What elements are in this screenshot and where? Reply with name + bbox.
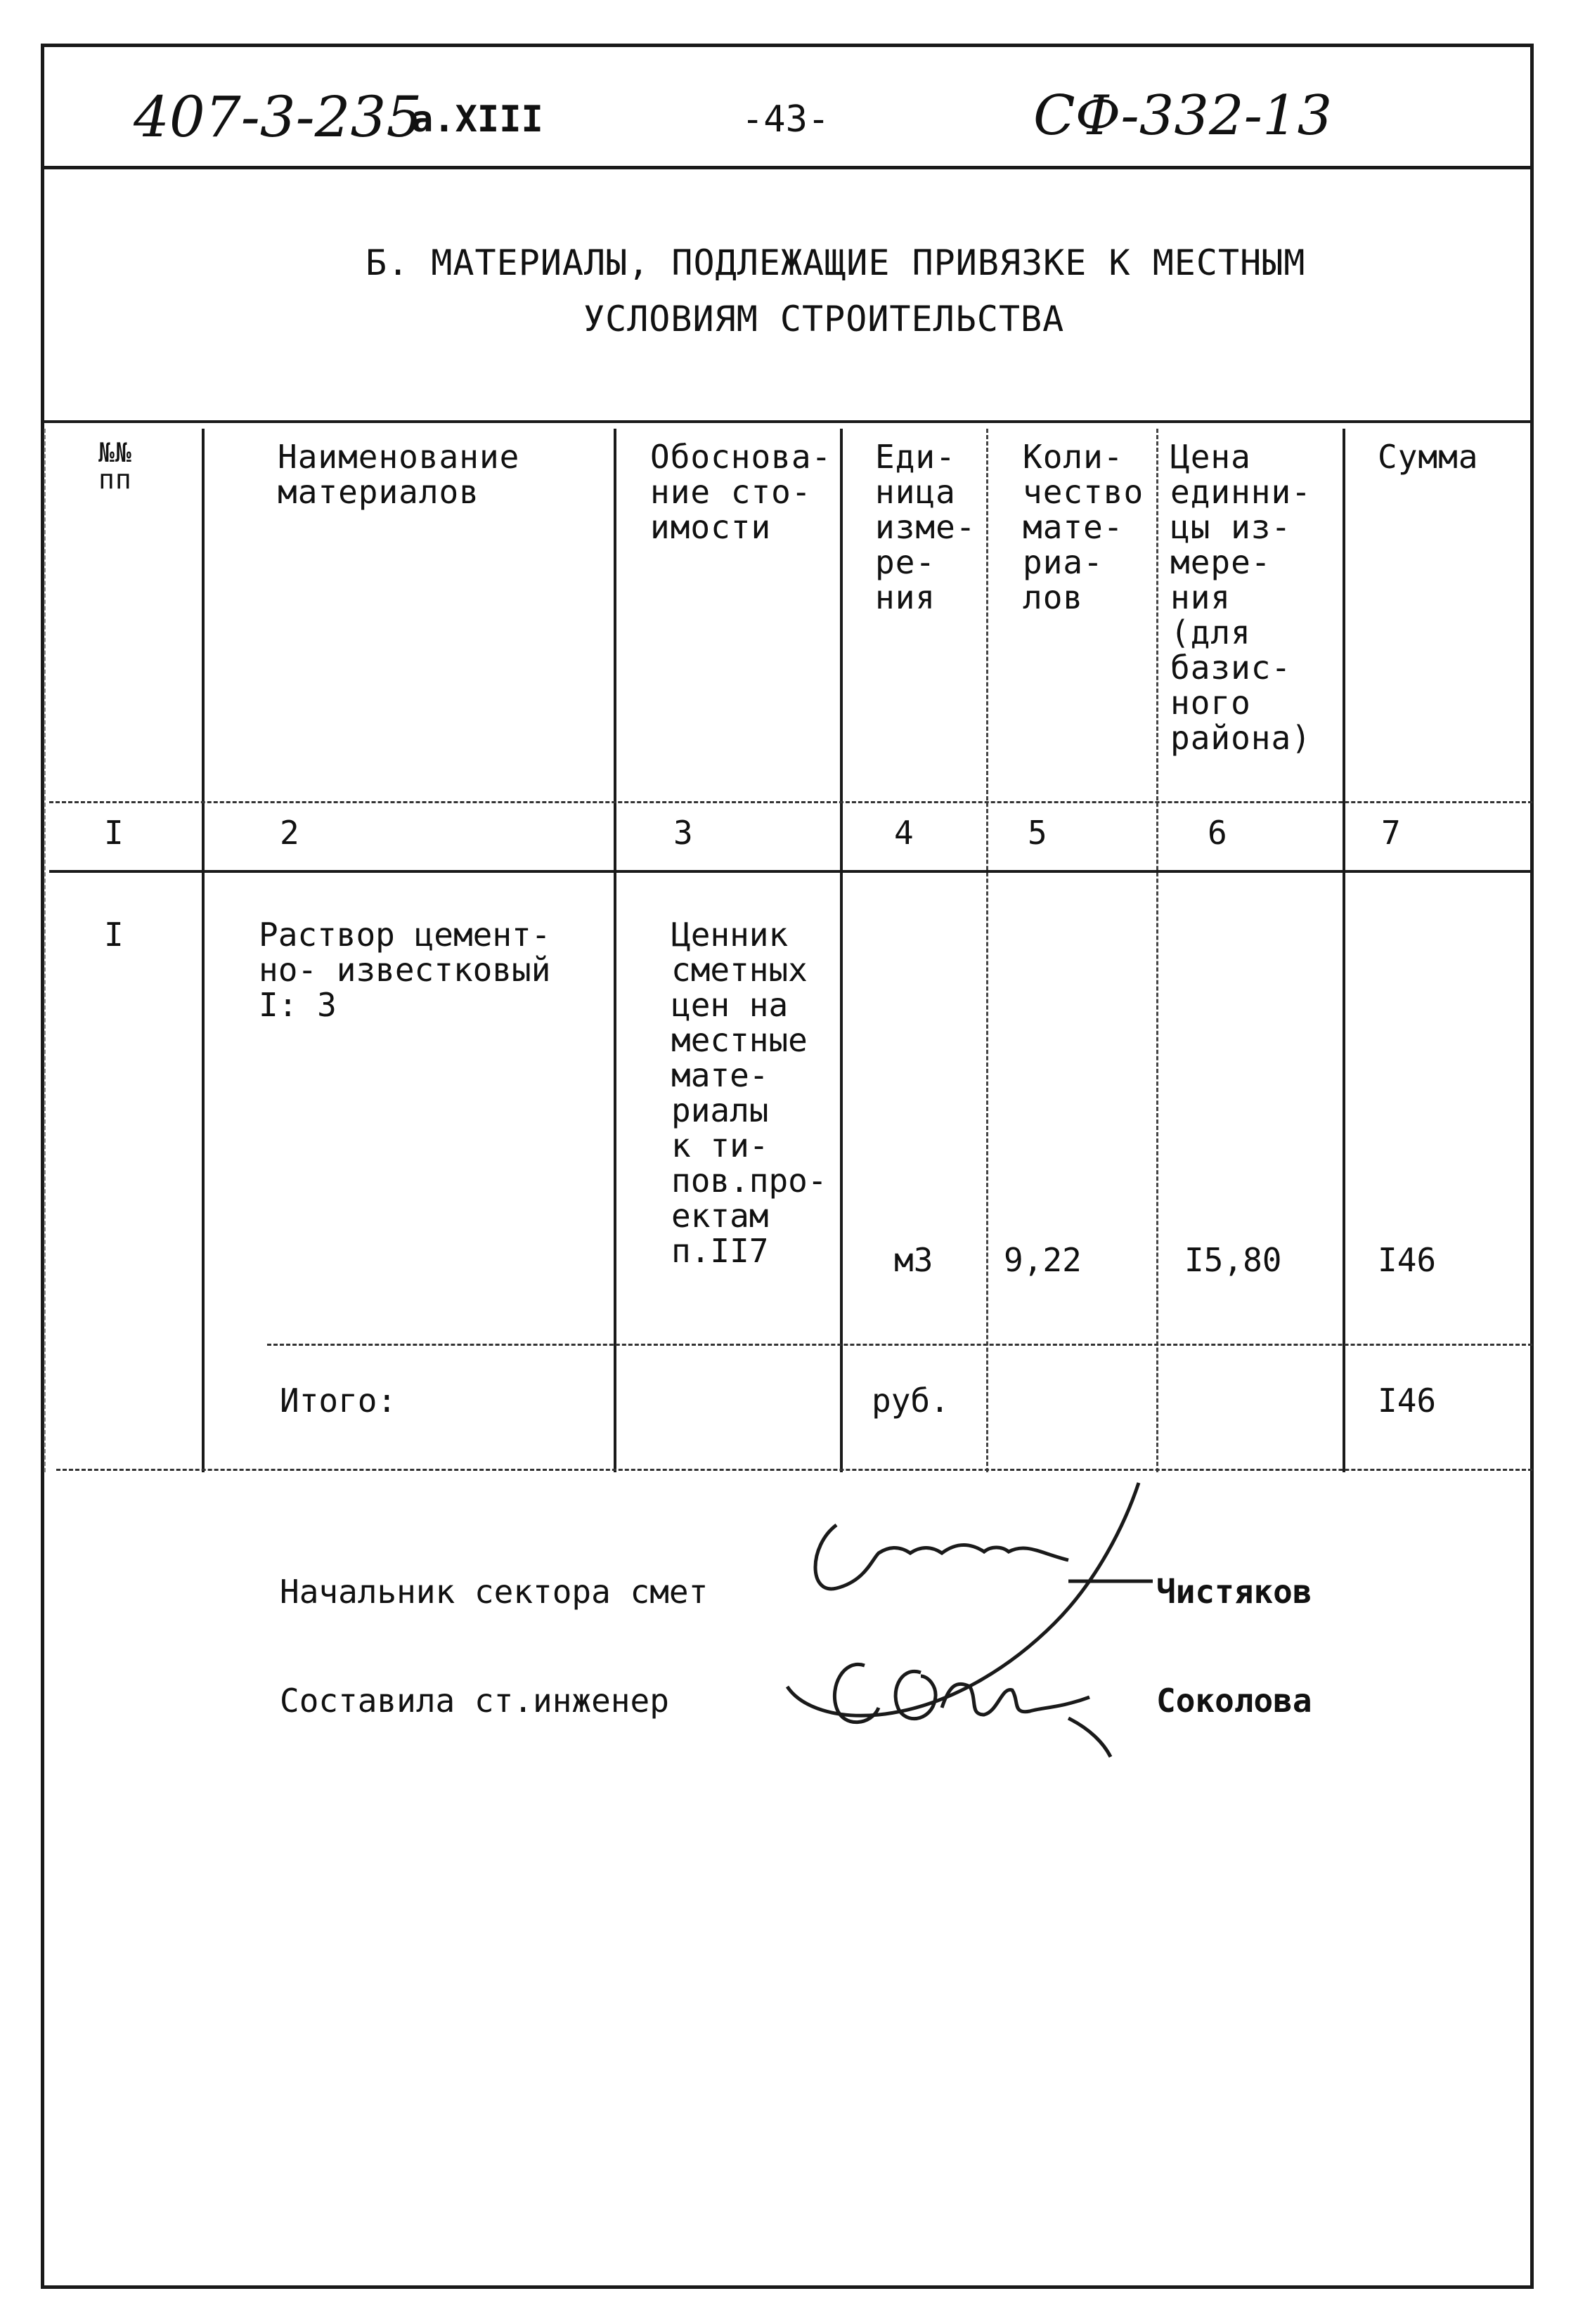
total-unit: руб. xyxy=(872,1382,950,1420)
col-number-top-line xyxy=(49,801,1532,803)
col-divider-1 xyxy=(202,429,205,1472)
signature-role-1: Начальник сектора смет xyxy=(280,1573,709,1611)
col-number-7: 7 xyxy=(1381,814,1401,852)
col-divider-6 xyxy=(1343,429,1345,1472)
handwritten-signatures xyxy=(759,1476,1181,1785)
row-1-price: I5,80 xyxy=(1184,1241,1282,1279)
col-header-qty: Коли- чество мате- риа- лов xyxy=(1023,438,1144,616)
total-sum: I46 xyxy=(1378,1382,1437,1420)
col-divider-3 xyxy=(840,429,843,1472)
col-header-name: Наименование материалов xyxy=(278,438,520,511)
left-edge-dash xyxy=(44,429,46,1472)
section-title-line1: Б. МАТЕРИАЛЫ, ПОДЛЕЖАЩИЕ ПРИВЯЗКЕ К МЕСТНЫМ xyxy=(366,242,1306,283)
row-1-name: Раствор цемент- но- известковый I: 3 xyxy=(259,916,551,1024)
signature-role-2: Составила ст.инженер xyxy=(280,1682,669,1720)
col-divider-2 xyxy=(614,429,616,1472)
col-header-unit: Еди- ница изме- ре- ния xyxy=(875,438,976,616)
row-1-qty: 9,22 xyxy=(1004,1241,1082,1279)
total-label: Итого: xyxy=(280,1382,397,1420)
page-number: -43- xyxy=(742,98,830,141)
album-number: а.XIII xyxy=(411,98,543,141)
row-1-basis: Ценник сметных цен на местные мате- риалы к ти- пов.про- ектам п.II7 xyxy=(671,916,827,1270)
table-bottom-line xyxy=(56,1469,1532,1471)
title-divider xyxy=(41,420,1534,423)
total-top-line xyxy=(267,1344,1532,1346)
col-divider-5 xyxy=(1156,429,1158,1472)
col-header-sum: Сумма xyxy=(1378,438,1479,476)
signature-name-1: Чистяков xyxy=(1156,1573,1312,1611)
series-code: 407-3-235 xyxy=(134,84,422,150)
signature-name-2: Соколова xyxy=(1156,1682,1312,1720)
col-number-1: I xyxy=(104,814,124,852)
doc-code: СФ-332-13 xyxy=(1033,84,1333,148)
col-number-3: 3 xyxy=(673,814,693,852)
col-header-num: №№ пп xyxy=(98,437,132,495)
col-divider-4 xyxy=(986,429,988,1472)
col-number-2: 2 xyxy=(280,814,299,852)
row-1-sum: I46 xyxy=(1378,1241,1437,1279)
col-number-bottom-line xyxy=(49,870,1532,873)
col-number-5: 5 xyxy=(1028,814,1047,852)
header-divider xyxy=(41,166,1534,169)
col-header-price: Цена единни- цы из- мере- ния (для базис- ного района) xyxy=(1170,438,1312,757)
col-number-4: 4 xyxy=(894,814,914,852)
row-1-num: I xyxy=(104,916,124,954)
col-number-6: 6 xyxy=(1208,814,1227,852)
col-header-basis: Обоснова- ние сто- имости xyxy=(650,438,832,546)
section-title-line2: УСЛОВИЯМ СТРОИТЕЛЬСТВА xyxy=(583,299,1065,339)
row-1-unit: м3 xyxy=(894,1241,933,1279)
